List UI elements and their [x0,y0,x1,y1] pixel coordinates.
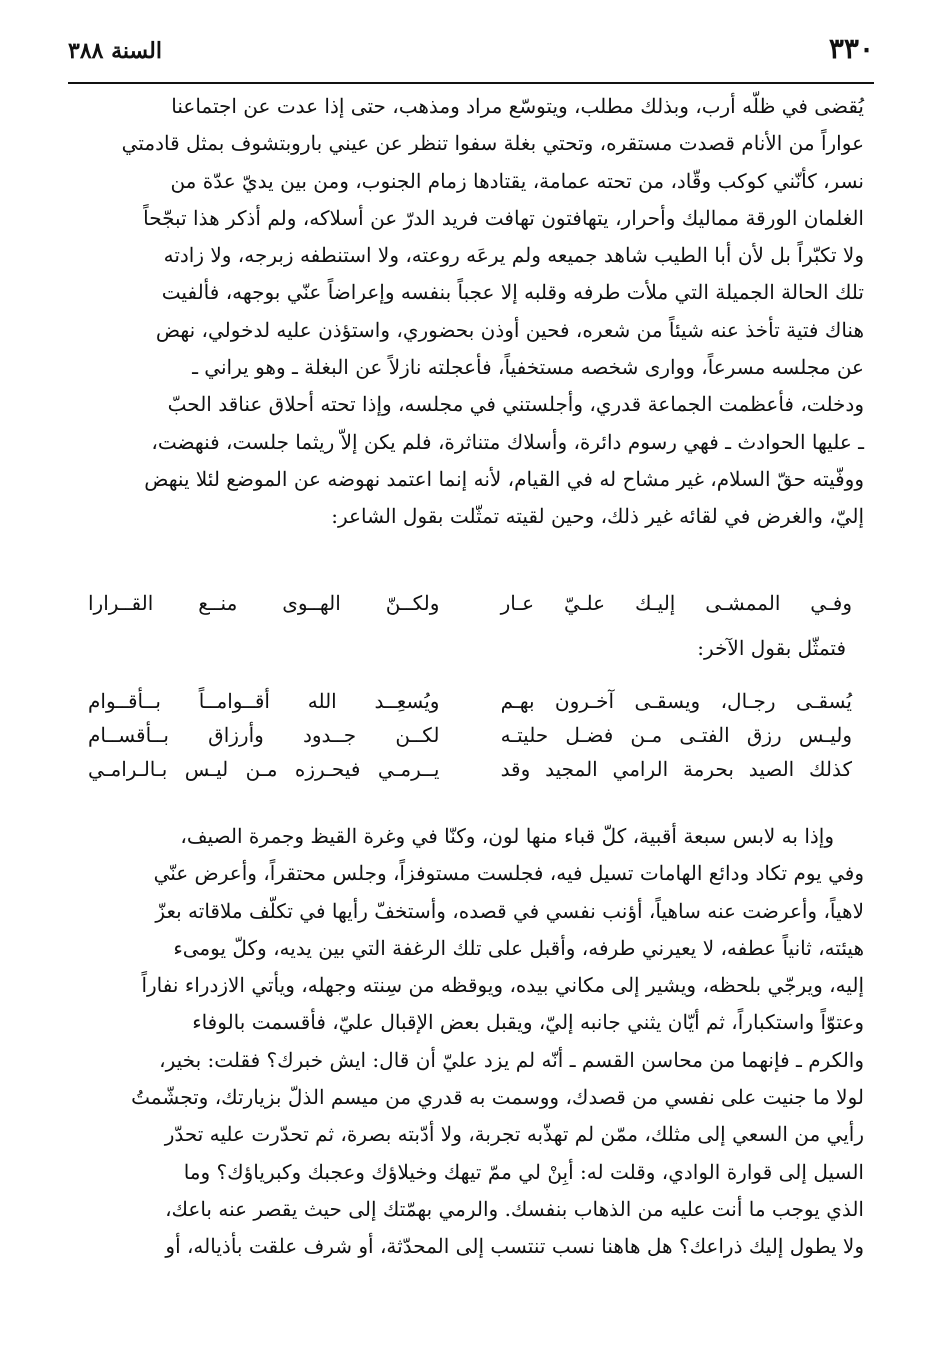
first-hemistich: كذلك الصيد بحرمة الرامي المجيد وقد [500,757,852,781]
text-line: هيئته، ثانياً عطفه، لا يعيرني طرفه، وأقبل على تلك الرغفة التي بين يديه، وكلّ يومىء [173,935,864,960]
text-line: لولا ما جنيت على نفسي من قصدك، ووسمت به قدري من ميسم الذلّ بزيارتك، وتجشّمتُ [131,1085,864,1110]
text-line: والكرم ـ فإنهما من محاسن القسم ـ أنّه لم يزد عليّ أن قال: ايش خبرك؟ فقلت: بخير، [159,1047,864,1072]
verse-intro: فتمثّل بقول الآخر: [697,636,846,660]
page-header [68,30,874,84]
text-line: الغلمان الورقة مماليك وأحرار، يتهافتون تهافت فريد الدرّ عن أسلاكه، ولم أذكر هذا تبجّحاً [143,205,864,230]
second-hemistich: ويُسعِــد الله أقــوامــاً بــأقــوام [88,689,440,713]
text-line: ـ عليها الحوادث ـ فهي رسوم دائرة، وأسلاك متناثرة، فلم يكن إلاّ ريثما جلست، فنهضت، [151,429,864,454]
first-hemistich: وليـس رزق الفتـى مـن فضـل حليتـه [500,723,852,747]
text-line: الذي يوجب ما أنت عليه من الذهاب بنفسك. والرمي بهمّتك إلى حيث يقصر عنه باعك، [165,1196,864,1221]
text-line: ولا تكبّراً بل لأن أبا الطيب شاهد جميعه ولم يرعَه روعته، ولا استنطفه زبرجه، ولا زادته [163,243,864,268]
running-title: السنة ٣٨٨ [68,38,162,64]
verse-block-2 [88,684,852,786]
first-hemistich: يُسقـى رجـال، ويسقـى آخـرون بهـم [500,689,852,713]
paragraph-2 [80,818,864,1266]
text-line: إليّ، والغرض في لقائه غير ذلك، وحين لقيته تمثّلت بقول الشاعر: [331,504,864,529]
verse-line [88,586,852,620]
text-line: إليه، ويرجّي بلحظه، ويشير إلى مكاني بيده، ويوقظه من سِنته وجهله، ويأتي الازدراء نفاراً [141,973,864,998]
second-hemistich: لكــن جــدود وأرزاق بــأقســام [88,723,440,747]
text-line: ولا يطول إليك ذراعك؟ هل هاهنا نسب تنتسب إلى المحدّثة، أو شرف علقت بأذياله، أو [165,1234,864,1259]
text-line: لاهياً، وأعرضت عنه ساهياً، أؤنب نفسي في قصده، وأستخفّ رأيها في تكلّف ملاقاته بعزّ [155,898,864,923]
text-line: وعتوّاً واستكباراً، ثم أيّان يثني جانبه إليّ، ويقبل بعض الإقبال عليّ، فأقسمت بالوفاء [192,1010,864,1035]
text-line: نسر، كأنّني كوكب وقّاد، من تحته عمامة، يقتادها زمام الجنوب، ومن بين يديّ عدّة من [170,168,864,193]
text-line: عن مجلسه مسرعاً، ووارى شخصه مستخفياً، فأعجلته نازلاً عن البغلة ـ وهو يراني ـ [192,355,864,380]
paragraph-1 [80,88,864,536]
text-line: السيل إلى قوارة الوادي، وقلت له: أبِنْ لي ممّ تيهك وخيلاؤك وعجبك وكبرياؤك؟ وما [183,1159,864,1184]
verse-block-1 [88,586,852,620]
page-number: ٣٣٠ [828,32,874,65]
first-hemistich: وفـي الممشـى إليـك علـيّ عـار [500,591,852,615]
text-line: ودخلت، فأعظمت الجماعة قدري، وأجلستني في مجلسه، وإذا تحته أحلاق عناقد الحبّ [167,392,864,417]
verse-line [88,684,852,718]
text-line: ووفّيته حقّ السلام، غير مشاح له في القيام، لأنه إنما اعتمد نهوضه عن الموضع لئلا ينهض [144,466,864,491]
text-line: عواراً من الأنام قصدت مستقره، وتحتي بغلة سفوا تنظر عن عيني باروبتشوف بمثل قادمتي [121,131,864,156]
text-line: تلك الحالة الجميلة التي ملأت طرفه وقلبه إلا عجباً بنفسه وإعراضاً عنّي بوجهه، فألفيت [161,280,864,305]
text-line: رأيي من السعي إلى مثلك، ممّن لم تهذّبه تجربة، ولا أدّبته بصرة، ثم تحدّرت عليه تحدّر [164,1122,864,1147]
text-line: وفي يوم تكاد ودائع الهامات تسيل فيه، فجلست مستوفزاً، وجلس محتقراً، وأعرض عنّي [153,861,864,886]
text-line: هناك فتية تأخذ عنه شيئاً من شعره، فحين أوذن بحضوري، واستؤذن عليه لدخولي، نهض [155,317,864,342]
text-line: وإذا به لابس سبعة أقبية، كلّ قباء منها لون، وكنّا في وغرة القيظ وجمرة الصيف، [180,824,834,848]
text-line: يُقضى في ظلّه أرب، وبذلك مطلب، ويتوسّع مراد ومذهب، حتى إذا عدت عن اجتماعنا [171,94,864,118]
verse-line [88,752,852,786]
verse-line [88,718,852,752]
second-hemistich: ولكــنّ الهــوى منــع القــرارا [88,591,440,615]
second-hemistich: يــرمـي فيحـرزه مـن ليـس بـالـرامـي [88,757,440,781]
